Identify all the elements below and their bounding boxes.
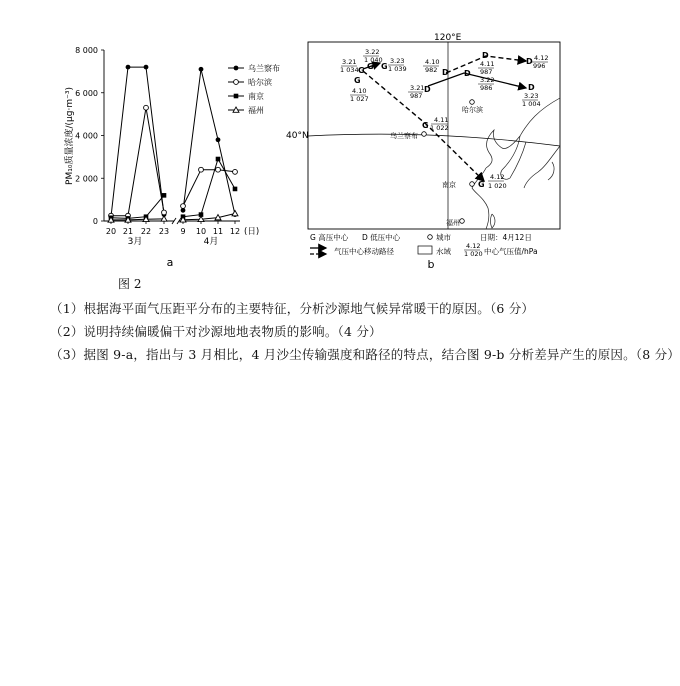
svg-text:G: G	[422, 121, 429, 130]
svg-text:4.10: 4.10	[352, 87, 367, 95]
x-tick-label: 22	[140, 227, 152, 236]
svg-text:1 020: 1 020	[488, 182, 507, 190]
data-point	[144, 65, 149, 70]
legend-high: G 高压中心	[310, 233, 349, 242]
y-tick-label: 6 000	[75, 88, 98, 98]
svg-text:3.22: 3.22	[480, 76, 495, 84]
y-tick-label: 2 000	[75, 174, 98, 184]
panel-label-a: a	[166, 256, 174, 269]
svg-text:1 034: 1 034	[340, 66, 359, 74]
x-tick-label: 9	[180, 227, 186, 236]
map-legend	[310, 232, 538, 258]
series-line	[183, 159, 235, 217]
svg-text:D: D	[442, 68, 449, 77]
legend-label: 南京	[248, 92, 264, 101]
x-tick-label: 21	[122, 227, 134, 236]
parallel-label: 40°N	[286, 131, 309, 141]
svg-text:986: 986	[480, 84, 493, 92]
legend-marker	[234, 80, 239, 85]
x-tick-label: 20	[105, 227, 117, 236]
x-unit-label: (日)	[244, 227, 260, 237]
month-label-april: 4月	[203, 237, 219, 247]
data-point	[181, 204, 186, 209]
series-2	[109, 157, 238, 221]
legend-date: 日期：4月12日	[480, 233, 532, 242]
pm10-line-chart	[60, 38, 292, 270]
x-tick-label: 11	[212, 227, 224, 236]
y-tick-label: 4 000	[75, 131, 98, 141]
series-line	[111, 108, 164, 216]
svg-text:4.10: 4.10	[425, 58, 440, 66]
legend-city: 城市	[436, 233, 451, 242]
series-line	[111, 195, 164, 218]
x-tick-label: 10	[195, 227, 207, 236]
legend-low: D 低压中心	[362, 233, 401, 242]
legend-marker	[234, 94, 239, 99]
svg-text:福州: 福州	[446, 219, 460, 227]
legend-marker	[234, 66, 239, 71]
data-point	[232, 211, 238, 216]
svg-text:1 040: 1 040	[364, 56, 383, 64]
series-line	[183, 214, 235, 220]
svg-text:4.12: 4.12	[534, 54, 549, 62]
y-axis-label: PM₁₀质量浓度/(μg·m⁻³)	[65, 87, 75, 185]
data-point	[144, 105, 149, 110]
x-tick-label: 12	[229, 227, 241, 236]
svg-text:4.11: 4.11	[480, 60, 495, 68]
svg-text:987: 987	[410, 92, 423, 100]
svg-text:4.12: 4.12	[490, 173, 505, 181]
svg-text:996: 996	[533, 62, 546, 70]
figure-caption: 图 2	[118, 277, 142, 291]
svg-text:1 039: 1 039	[388, 65, 407, 73]
svg-text:4.11: 4.11	[434, 116, 449, 124]
y-tick-label: 0	[92, 217, 98, 226]
data-point	[216, 167, 221, 172]
series-0	[109, 65, 238, 219]
data-point	[233, 187, 238, 192]
svg-text:982: 982	[425, 66, 438, 74]
svg-text:3.22: 3.22	[365, 48, 380, 56]
svg-text:G: G	[354, 76, 361, 85]
svg-text:D: D	[528, 83, 535, 92]
svg-text:乌兰察布: 乌兰察布	[390, 132, 418, 140]
pressure-map	[286, 33, 566, 271]
series-line	[111, 219, 164, 220]
data-point	[162, 193, 167, 198]
series-1	[109, 105, 238, 218]
data-point	[216, 157, 221, 162]
svg-text:D: D	[482, 51, 489, 60]
legend-sample-pressure: 1 020	[464, 250, 483, 258]
chart-legend	[228, 63, 280, 115]
data-point	[216, 137, 221, 142]
svg-text:D: D	[526, 57, 533, 66]
question-2: （2）说明持续偏暖偏干对沙源地地表物质的影响。（4 分）	[50, 324, 382, 339]
svg-text:G: G	[358, 66, 365, 75]
data-point	[199, 167, 204, 172]
svg-text:D: D	[464, 69, 471, 78]
data-point	[199, 67, 204, 72]
x-tick-label: 23	[158, 227, 170, 236]
svg-text:987: 987	[480, 68, 493, 76]
legend-pressure-note: 中心气压值/hPa	[484, 247, 538, 256]
svg-text:哈尔滨: 哈尔滨	[462, 106, 483, 114]
svg-text:3.21: 3.21	[342, 58, 357, 66]
series-line	[111, 67, 164, 217]
svg-text:1 004: 1 004	[522, 100, 541, 108]
panel-label-b: b	[427, 258, 435, 271]
svg-text:1 022: 1 022	[430, 124, 449, 132]
svg-text:G: G	[367, 62, 374, 71]
svg-text:G: G	[478, 180, 485, 189]
data-point	[233, 169, 238, 174]
series-line	[183, 69, 235, 214]
svg-text:1 027: 1 027	[350, 95, 369, 103]
svg-text:G: G	[381, 62, 388, 71]
legend-path: 气压中心移动路径	[334, 247, 394, 256]
svg-text:D: D	[424, 85, 431, 94]
svg-text:3.21: 3.21	[410, 84, 425, 92]
legend-sample-date: 4.12	[466, 242, 481, 250]
legend-label: 乌兰察布	[248, 64, 280, 73]
legend-label: 福州	[248, 106, 264, 115]
month-label-march: 3月	[127, 237, 143, 247]
legend-water: 水域	[436, 247, 451, 256]
meridian-label: 120°E	[434, 33, 462, 43]
data-point	[126, 65, 131, 70]
question-3: （3）据图 9-a，指出与 3 月相比，4 月沙尘传输强度和路径的特点，结合图 9-b 分析差异产生的原因。（8 分）	[50, 347, 680, 362]
question-1: （1）根据海平面气压距平分布的主要特征，分析沙源地气候异常暖干的原因。（6 分）	[50, 301, 535, 316]
data-point	[162, 210, 167, 215]
svg-text:南京: 南京	[442, 181, 456, 189]
svg-text:3.23: 3.23	[390, 57, 405, 65]
y-tick-label: 8 000	[75, 46, 98, 55]
svg-text:3.23: 3.23	[524, 92, 539, 100]
legend-label: 哈尔滨	[248, 78, 272, 87]
